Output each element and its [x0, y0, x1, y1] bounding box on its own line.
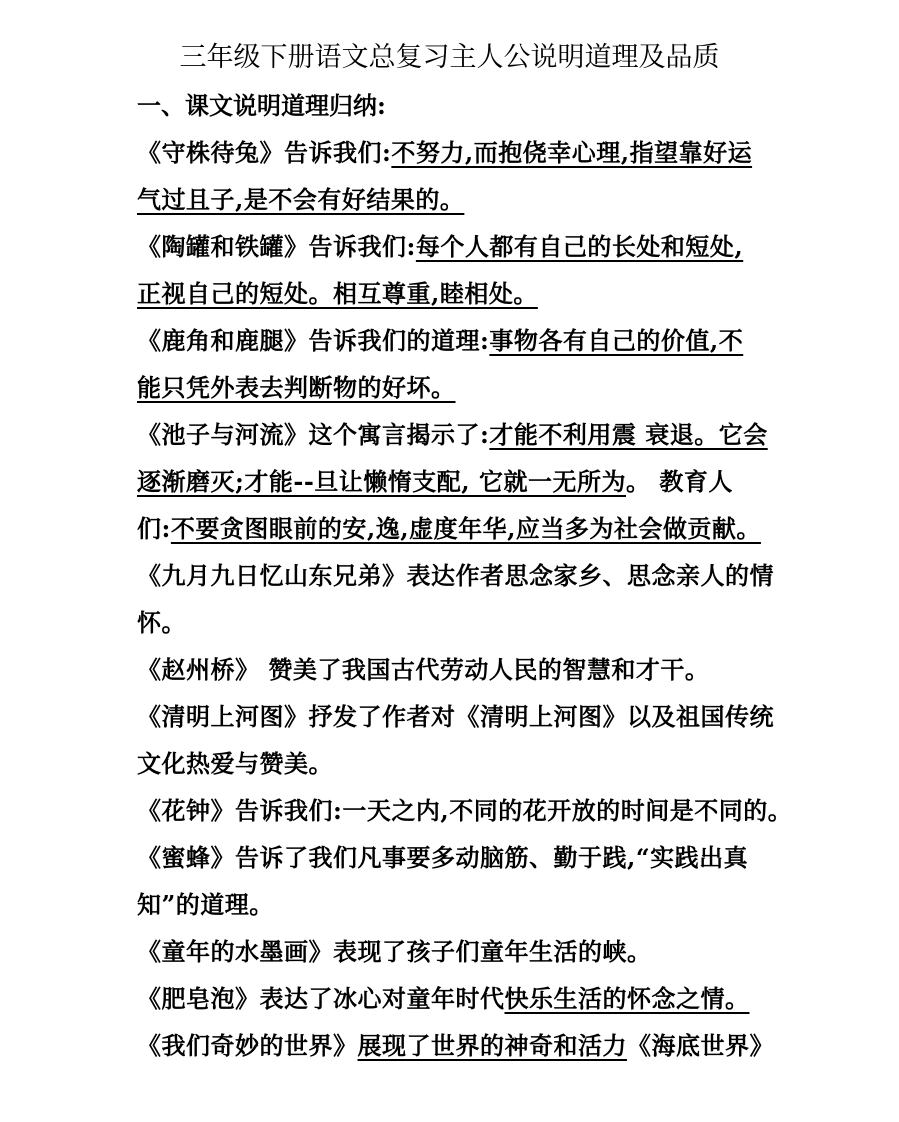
lesson-moral: 快乐生活的怀念之情。	[504, 984, 750, 1013]
lesson-title: 《陶罐和铁罐》告诉我们:	[137, 232, 416, 261]
lesson-title: 《守株待兔》告诉我们:	[137, 138, 392, 167]
list-item-continuation	[137, 464, 733, 500]
lesson-text: 《蜜蜂》告诉了我们凡事要多动脑筋、勤于践,“实践出真	[137, 843, 749, 872]
list-item	[137, 934, 652, 970]
lesson-text: 《海底世界》	[627, 1031, 774, 1060]
lesson-text: 怀。	[137, 608, 186, 637]
lesson-title: 《鹿角和鹿腿》告诉我们的道理:	[137, 326, 490, 355]
lesson-text: 《赵州桥》 赞美了我国古代劳动人民的智慧和才干。	[137, 655, 710, 684]
lesson-text: 《肥皂泡》表达了冰心对童年时代	[137, 984, 505, 1013]
page-title: 三年级下册语文总复习主人公说明道理及品质	[179, 42, 720, 73]
list-item-continuation	[137, 746, 333, 782]
list-item-continuation	[137, 276, 552, 312]
lesson-moral: 气过且子,是不会有好结果的。	[137, 185, 465, 214]
list-item	[137, 1028, 774, 1064]
list-item	[137, 229, 757, 265]
lesson-text: 。 教育人	[626, 467, 733, 496]
lesson-text: 《我们奇妙的世界》	[137, 1031, 358, 1060]
list-item-continuation	[137, 605, 186, 641]
list-item	[137, 699, 774, 735]
lesson-moral: 事物各有自己的价值,不	[489, 326, 744, 355]
list-item-continuation	[137, 182, 478, 218]
lesson-text: 们:	[137, 514, 171, 543]
lesson-moral: 才能不利用震 衰退。它会	[489, 420, 768, 449]
list-item-continuation	[137, 370, 470, 406]
lesson-text: 文化热爱与赞美。	[137, 749, 333, 778]
lesson-text: 《九月九日忆山东兄弟》表达作者思念家乡、思念亲人的情	[137, 561, 774, 590]
list-item-continuation	[137, 511, 761, 547]
lesson-moral: 展现了世界的神奇和活力	[357, 1031, 627, 1060]
list-item	[137, 558, 774, 594]
lesson-moral: 逐渐磨灭;才能--旦让懒惰支配, 它就一无所为	[137, 467, 626, 496]
list-item	[137, 135, 752, 171]
lesson-moral: 每个人都有自己的长处和短处,	[415, 232, 744, 261]
list-item	[137, 793, 792, 829]
list-item-continuation	[137, 887, 274, 923]
list-item	[137, 981, 750, 1017]
lesson-text: 《清明上河图》抒发了作者对《清明上河图》以及祖国传统	[137, 702, 774, 731]
lesson-moral: 不努力,而抱侥幸心理,指望靠好运	[391, 138, 753, 167]
lesson-text: 知”的道理。	[137, 890, 274, 919]
list-item	[137, 417, 768, 453]
section-heading: 一、课文说明道理归纳:	[137, 91, 386, 120]
lesson-text: 《童年的水墨画》表现了孩子们童年生活的峡。	[137, 937, 652, 966]
lesson-title: 《池子与河流》这个寓言揭示了:	[137, 420, 490, 449]
lesson-moral: 不要贪图眼前的安,逸,虚度年华,应当多为社会做贡献。	[170, 514, 761, 543]
list-item	[137, 323, 743, 359]
lesson-moral: 能只凭外表去判断物的好坏。	[137, 373, 456, 402]
list-item	[137, 840, 748, 876]
list-item	[137, 652, 709, 688]
lesson-moral: 正视自己的短处。相互尊重,睦相处。	[137, 279, 538, 308]
lesson-text: 《花钟》告诉我们:一天之内,不同的花开放的时间是不同的。	[137, 796, 793, 825]
